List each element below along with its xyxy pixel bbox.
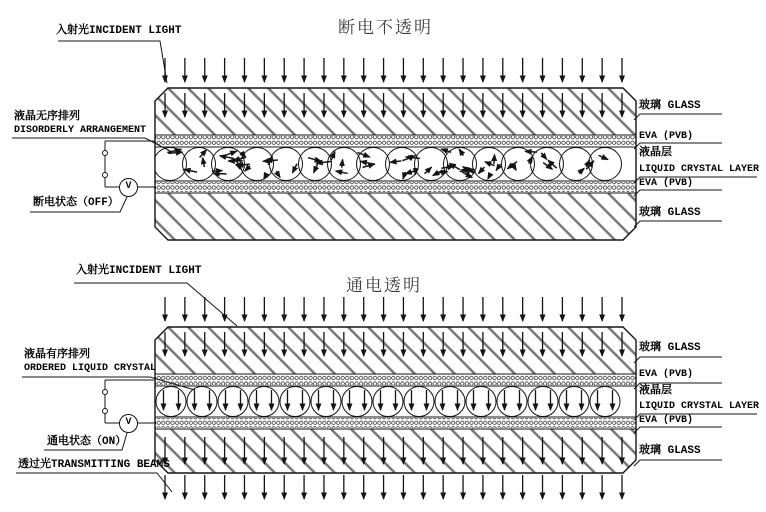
state-label-on: 通电状态（ON） (47, 436, 127, 448)
layer-label-glass-bottom-on: 玻璃 GLASS (639, 445, 701, 457)
layer-label-lc-cn-on: 液晶层 (639, 385, 672, 397)
arrangement-label-cn-on: 液晶有序排列 (24, 349, 90, 361)
state-label-off: 断电状态（OFF） (33, 197, 119, 209)
layer-label-eva-top-on: EVA (PVB) (639, 369, 694, 380)
layer-label-lc-cn-off: 液晶层 (639, 147, 672, 159)
voltmeter-on: V (119, 414, 138, 433)
incident-light-label-on: 入射光INCIDENT LIGHT (76, 265, 202, 277)
incident-light-label-off: 入射光INCIDENT LIGHT (56, 25, 182, 37)
layer-label-glass-top-off: 玻璃 GLASS (639, 100, 701, 112)
layer-label-eva-bottom-on: EVA (PVB) (639, 415, 694, 426)
arrangement-label-cn-off: 液晶无序排列 (14, 111, 80, 123)
layer-label-glass-bottom-off: 玻璃 GLASS (639, 207, 701, 219)
voltmeter-off: V (119, 178, 138, 197)
layer-label-glass-top-on: 玻璃 GLASS (639, 342, 701, 354)
layer-label-lc-en-on: LIQUID CRYSTAL LAYER (639, 401, 760, 412)
title-power-off: 断电不透明 (338, 18, 433, 37)
arrangement-label-en-off: DISORDERLY ARRANGEMENT (14, 125, 147, 136)
transmit-label-on: 透过光TRANSMITTING BEAMS (18, 459, 170, 471)
layer-label-lc-en-off: LIQUID CRYSTAL LAYER (639, 164, 760, 175)
layer-label-eva-bottom-off: EVA (PVB) (639, 178, 694, 189)
arrangement-label-en-on: ORDERED LIQUID CRYSTAL (24, 363, 157, 374)
title-power-on: 通电透明 (346, 276, 422, 295)
layer-label-eva-top-off: EVA (PVB) (639, 131, 694, 142)
